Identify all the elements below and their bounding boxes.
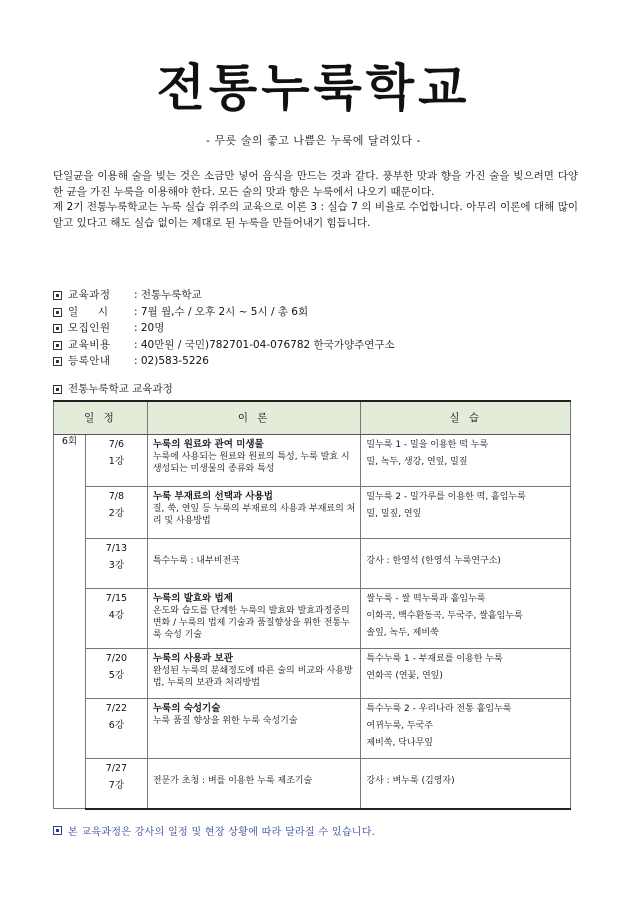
date-cell [85,487,147,539]
date-cell [85,435,147,487]
info-row-contact [53,353,573,370]
practice-item: 여뀌누룩, 두국주 [366,721,433,731]
info-label: 교육과정 [68,289,111,301]
lesson-number: 2강 [108,508,125,519]
theory-description: 전문가 초청 : 벼를 이용한 누룩 제조기술 [152,776,313,786]
table-row [54,589,571,649]
practice-cell [361,539,571,589]
practice-cell [361,699,571,759]
square-bullet-icon [53,826,62,835]
info-label: 교육비용 [68,338,111,351]
theory-title: 누룩의 원료와 관여 미생물 [152,439,264,450]
practice-item: 솔잎, 녹두, 제비쑥 [366,628,439,638]
table-row [54,487,571,539]
lesson-date: 7/15 [105,593,128,604]
header-practice: 실 습 [361,401,571,435]
table-row [54,699,571,759]
square-bullet-icon [53,324,62,333]
theory-cell [147,487,361,539]
theory-description: 누룩 품질 향상을 위한 누룩 숙성기술 [152,716,298,726]
theory-title: 누룩의 사용과 보관 [152,653,233,664]
practice-cell [361,435,571,487]
practice-item: 특수누룩 2 - 우리나라 전통 흩임누룩 [366,704,512,714]
table-row [54,649,571,699]
practice-cell [361,487,571,539]
practice-item: 제비쑥, 닥나무잎 [366,738,433,748]
schedule-note [53,823,375,838]
schedule-table [53,400,571,810]
intro-paragraph: 단일균을 이용해 술을 빚는 것은 소금만 넣어 음식을 만드는 것과 같다. 풍부한 맛과 향을 가진 술을 빚으려면 다양한 균을 가진 누룩을 이용해야 한다. 모든 술의 맛과 향은 누룩에서 나오기 때문이다. [53,170,578,198]
info-value: : 02)583-5226 [134,355,209,367]
header-theory: 이 론 [147,401,361,435]
info-value: : 전통누룩학교 [134,289,202,301]
square-bullet-icon [53,385,62,394]
practice-item: 특수누룩 1 - 부재료를 이용한 누룩 [366,654,503,664]
date-cell [85,759,147,809]
practice-item: 밀, 녹두, 생강, 연잎, 밀짚 [366,457,468,467]
intro-paragraph: 제 2기 전통누룩학교는 누룩 실습 위주의 교육으로 이론 3 : 실습 7 의 비율로 수업합니다. 아무리 이론에 대해 많이 알고 있다고 해도 실습 없이는 제대로 된 누룩을 만들어내기 힘듭니다. [53,201,578,229]
lesson-number: 6강 [108,720,125,731]
page-title: 전통누룩학교 [156,58,471,117]
lesson-number: 4강 [108,610,125,621]
info-row-course [53,287,573,304]
info-value: : 40만원 / 국민)782701-04-076782 한국가양주연구소 [134,338,395,351]
lesson-date: 7/13 [105,543,128,554]
practice-item: 강사 : 한영석 (한영석 누룩연구소) [366,556,501,566]
date-cell [85,649,147,699]
lesson-number: 5강 [108,670,125,681]
theory-description: 온도와 습도를 단계한 누룩의 발효와 발효과정중의 변화 / 누룩의 법제 기술과 품질향상을 위한 전통누룩 숙성 기술 [152,606,350,640]
theory-description: 완성된 누룩의 분쇄정도에 따른 술의 비교와 사용방법, 누룩의 보관과 처리방법 [152,666,353,688]
practice-item: 밀누룩 2 - 밀가루를 이용한 떡, 흩임누룩 [366,492,526,502]
course-info [53,287,573,370]
practice-item: 쌀누룩 - 쌀 떡누룩과 흩임누룩 [366,594,486,604]
info-row-capacity [53,320,573,337]
lesson-number: 3강 [108,560,125,571]
info-row-datetime [53,304,573,321]
table-row [54,539,571,589]
schedule-heading [53,381,173,396]
header-date: 일 정 [54,401,148,435]
date-cell [85,589,147,649]
square-bullet-icon [53,357,62,366]
practice-item: 이화곡, 백수환동곡, 두국주, 쌀흩임누룩 [366,611,523,621]
lesson-date: 7/8 [108,491,125,502]
note-text: 본 교육과정은 강사의 일정 및 현장 상황에 따라 달라질 수 있습니다. [68,827,376,838]
info-row-fee [53,337,573,354]
theory-cell [147,759,361,809]
intro-text [53,169,578,231]
practice-item: 강사 : 벼누룩 (김영자) [366,776,455,786]
table-row [54,759,571,809]
info-value: : 20명 [134,322,165,334]
practice-item: 연화곡 (연꽃, 연잎) [366,671,443,681]
lesson-date: 7/22 [105,703,128,714]
theory-cell [147,589,361,649]
lesson-date: 7/6 [108,439,125,450]
theory-cell [147,699,361,759]
date-cell [85,539,147,589]
table-row [54,435,571,487]
square-bullet-icon [53,291,62,300]
theory-cell [147,539,361,589]
theory-title: 누룩 부재료의 선택과 사용법 [152,491,273,502]
info-label: 등록안내 [68,355,111,367]
date-cell [85,699,147,759]
practice-item: 밀누룩 1 - 밀을 이용한 떡 누룩 [366,440,489,450]
schedule-title: 전통누룩학교 교육과정 [68,383,173,395]
theory-description: 특수누룩 : 내부비전곡 [152,556,240,566]
session-count: 6회 [54,435,86,809]
info-label: 일 시 [68,305,109,318]
info-label: 모집인원 [68,322,111,334]
theory-cell [147,435,361,487]
table-header-row [54,401,571,435]
lesson-date: 7/20 [105,653,128,664]
practice-cell [361,759,571,809]
square-bullet-icon [53,341,62,350]
practice-cell [361,589,571,649]
theory-description: 누룩에 사용되는 원료와 원료의 특성, 누룩 발효 시 생성되는 미생물의 종류와 특성 [152,452,350,474]
lesson-number: 7강 [108,780,125,791]
lesson-date: 7/27 [105,763,128,774]
square-bullet-icon [53,308,62,317]
theory-title: 누룩의 숙성기술 [152,703,221,714]
practice-cell [361,649,571,699]
practice-item: 밀, 밀짚, 연잎 [366,509,422,519]
theory-title: 누룩의 발효와 법제 [152,593,233,604]
theory-description: 질, 쑥, 연잎 등 누룩의 부재료의 사용과 부재료의 처리 및 사용방법 [152,504,356,526]
theory-cell [147,649,361,699]
page-subtitle: - 무릇 술의 좋고 나쁨은 누룩에 달려있다 - [206,134,421,147]
lesson-number: 1강 [108,456,125,467]
info-value: : 7월 월,수 / 오후 2시 ~ 5시 / 총 6회 [134,305,309,318]
